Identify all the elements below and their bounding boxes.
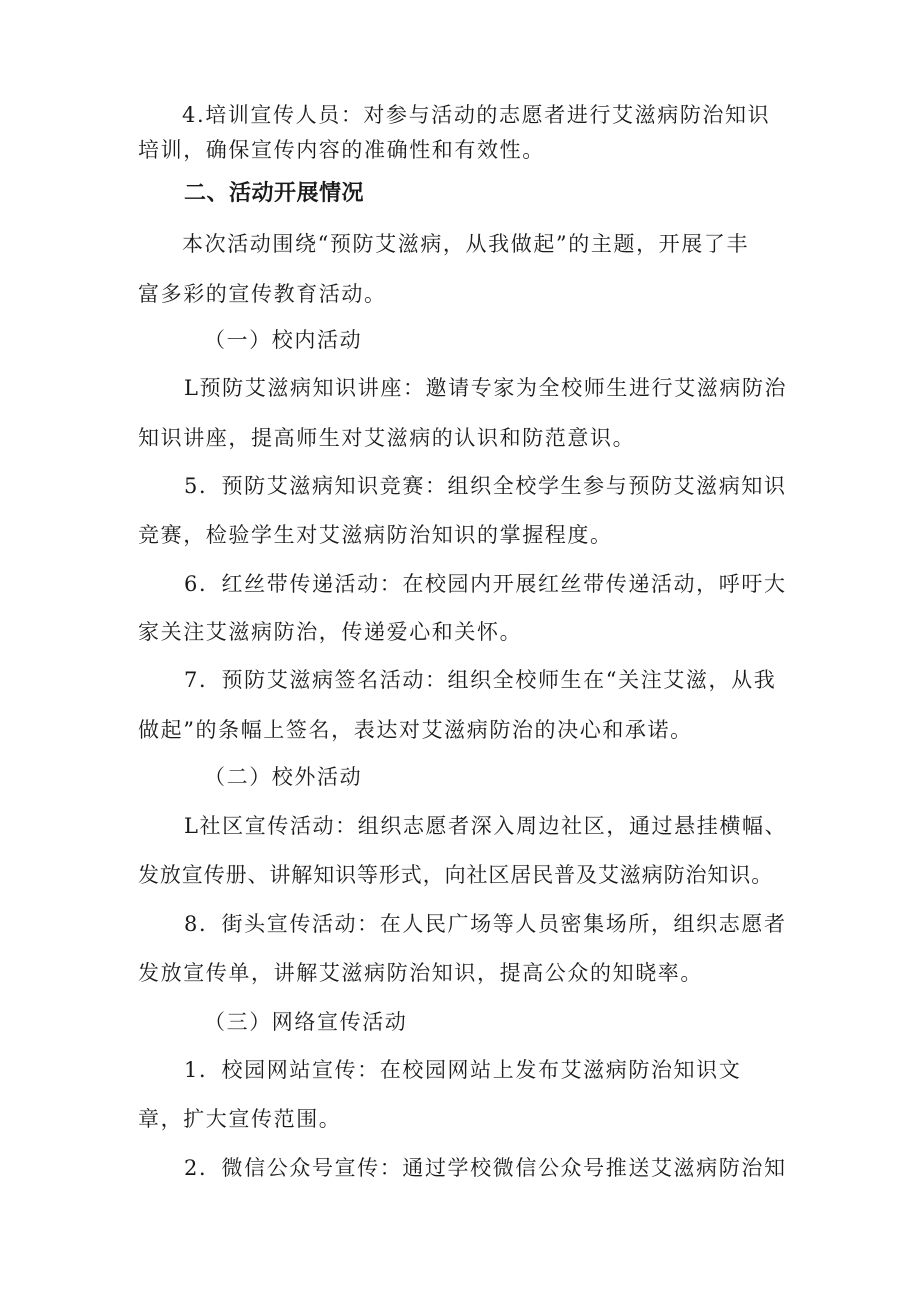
intro-line-1: 本次活动围绕“预防艾滋病，从我做起”的主题，开展了丰: [182, 232, 750, 256]
item-lecture-line-2: 知识讲座，提高师生对艾滋病的认识和防范意识。: [138, 426, 636, 450]
subheading-campus-activities: （一）校内活动: [204, 328, 363, 352]
item-8-line-2: 发放宣传单，讲解艾滋病防治知识，提高公众的知晓率。: [138, 961, 703, 985]
item-community-line-1: L社区宣传活动：组织志愿者深入周边社区，通过悬挂横幅、: [184, 814, 788, 838]
item-7-line-1: 7．预防艾滋病签名活动：组织全校师生在“关注艾滋，从我: [184, 668, 777, 692]
item-2-line-1: 2．微信公众号宣传：通过学校微信公众号推送艾滋病防治知: [184, 1156, 787, 1180]
item-community-line-2: 发放宣传册、讲解知识等形式，向社区居民普及艾滋病防治知识。: [138, 863, 774, 887]
item-1-line-2: 章，扩大宣传范围。: [138, 1107, 342, 1131]
section-heading-2: 二、活动开展情况: [184, 181, 365, 206]
subheading-offcampus-activities: （二）校外活动: [204, 765, 363, 789]
subheading-online-activities: （三）网络宣传活动: [204, 1010, 408, 1034]
item-1-line-1: 1．校园网站宣传：在校园网站上发布艾滋病防治知识文: [184, 1058, 742, 1082]
item-8-line-1: 8．街头宣传活动：在人民广场等人员密集场所，组织志愿者: [184, 912, 787, 936]
paragraph-4-line-1: 4.培训宣传人员：对参与活动的志愿者进行艾滋病防治知识: [182, 103, 771, 127]
item-5-line-1: 5．预防艾滋病知识竞赛：组织全校学生参与预防艾滋病知识: [184, 474, 787, 498]
item-6-line-2: 家关注艾滋病防治，传递爱心和关怀。: [138, 620, 523, 644]
item-6-line-1: 6．红丝带传递活动：在校园内开展红丝带传递活动，呼吁大: [184, 572, 787, 596]
item-5-line-2: 竞赛，检验学生对艾滋病防治知识的掌握程度。: [138, 523, 613, 547]
item-7-line-2: 做起”的条幅上签名，表达对艾滋病防治的决心和承诺。: [138, 718, 693, 742]
intro-line-2: 富多彩的宣传教育活动。: [138, 282, 387, 306]
item-lecture-line-1: L预防艾滋病知识讲座：邀请专家为全校师生进行艾滋病防治: [184, 376, 788, 400]
paragraph-4-line-2: 培训，确保宣传内容的准确性和有效性。: [138, 138, 545, 162]
